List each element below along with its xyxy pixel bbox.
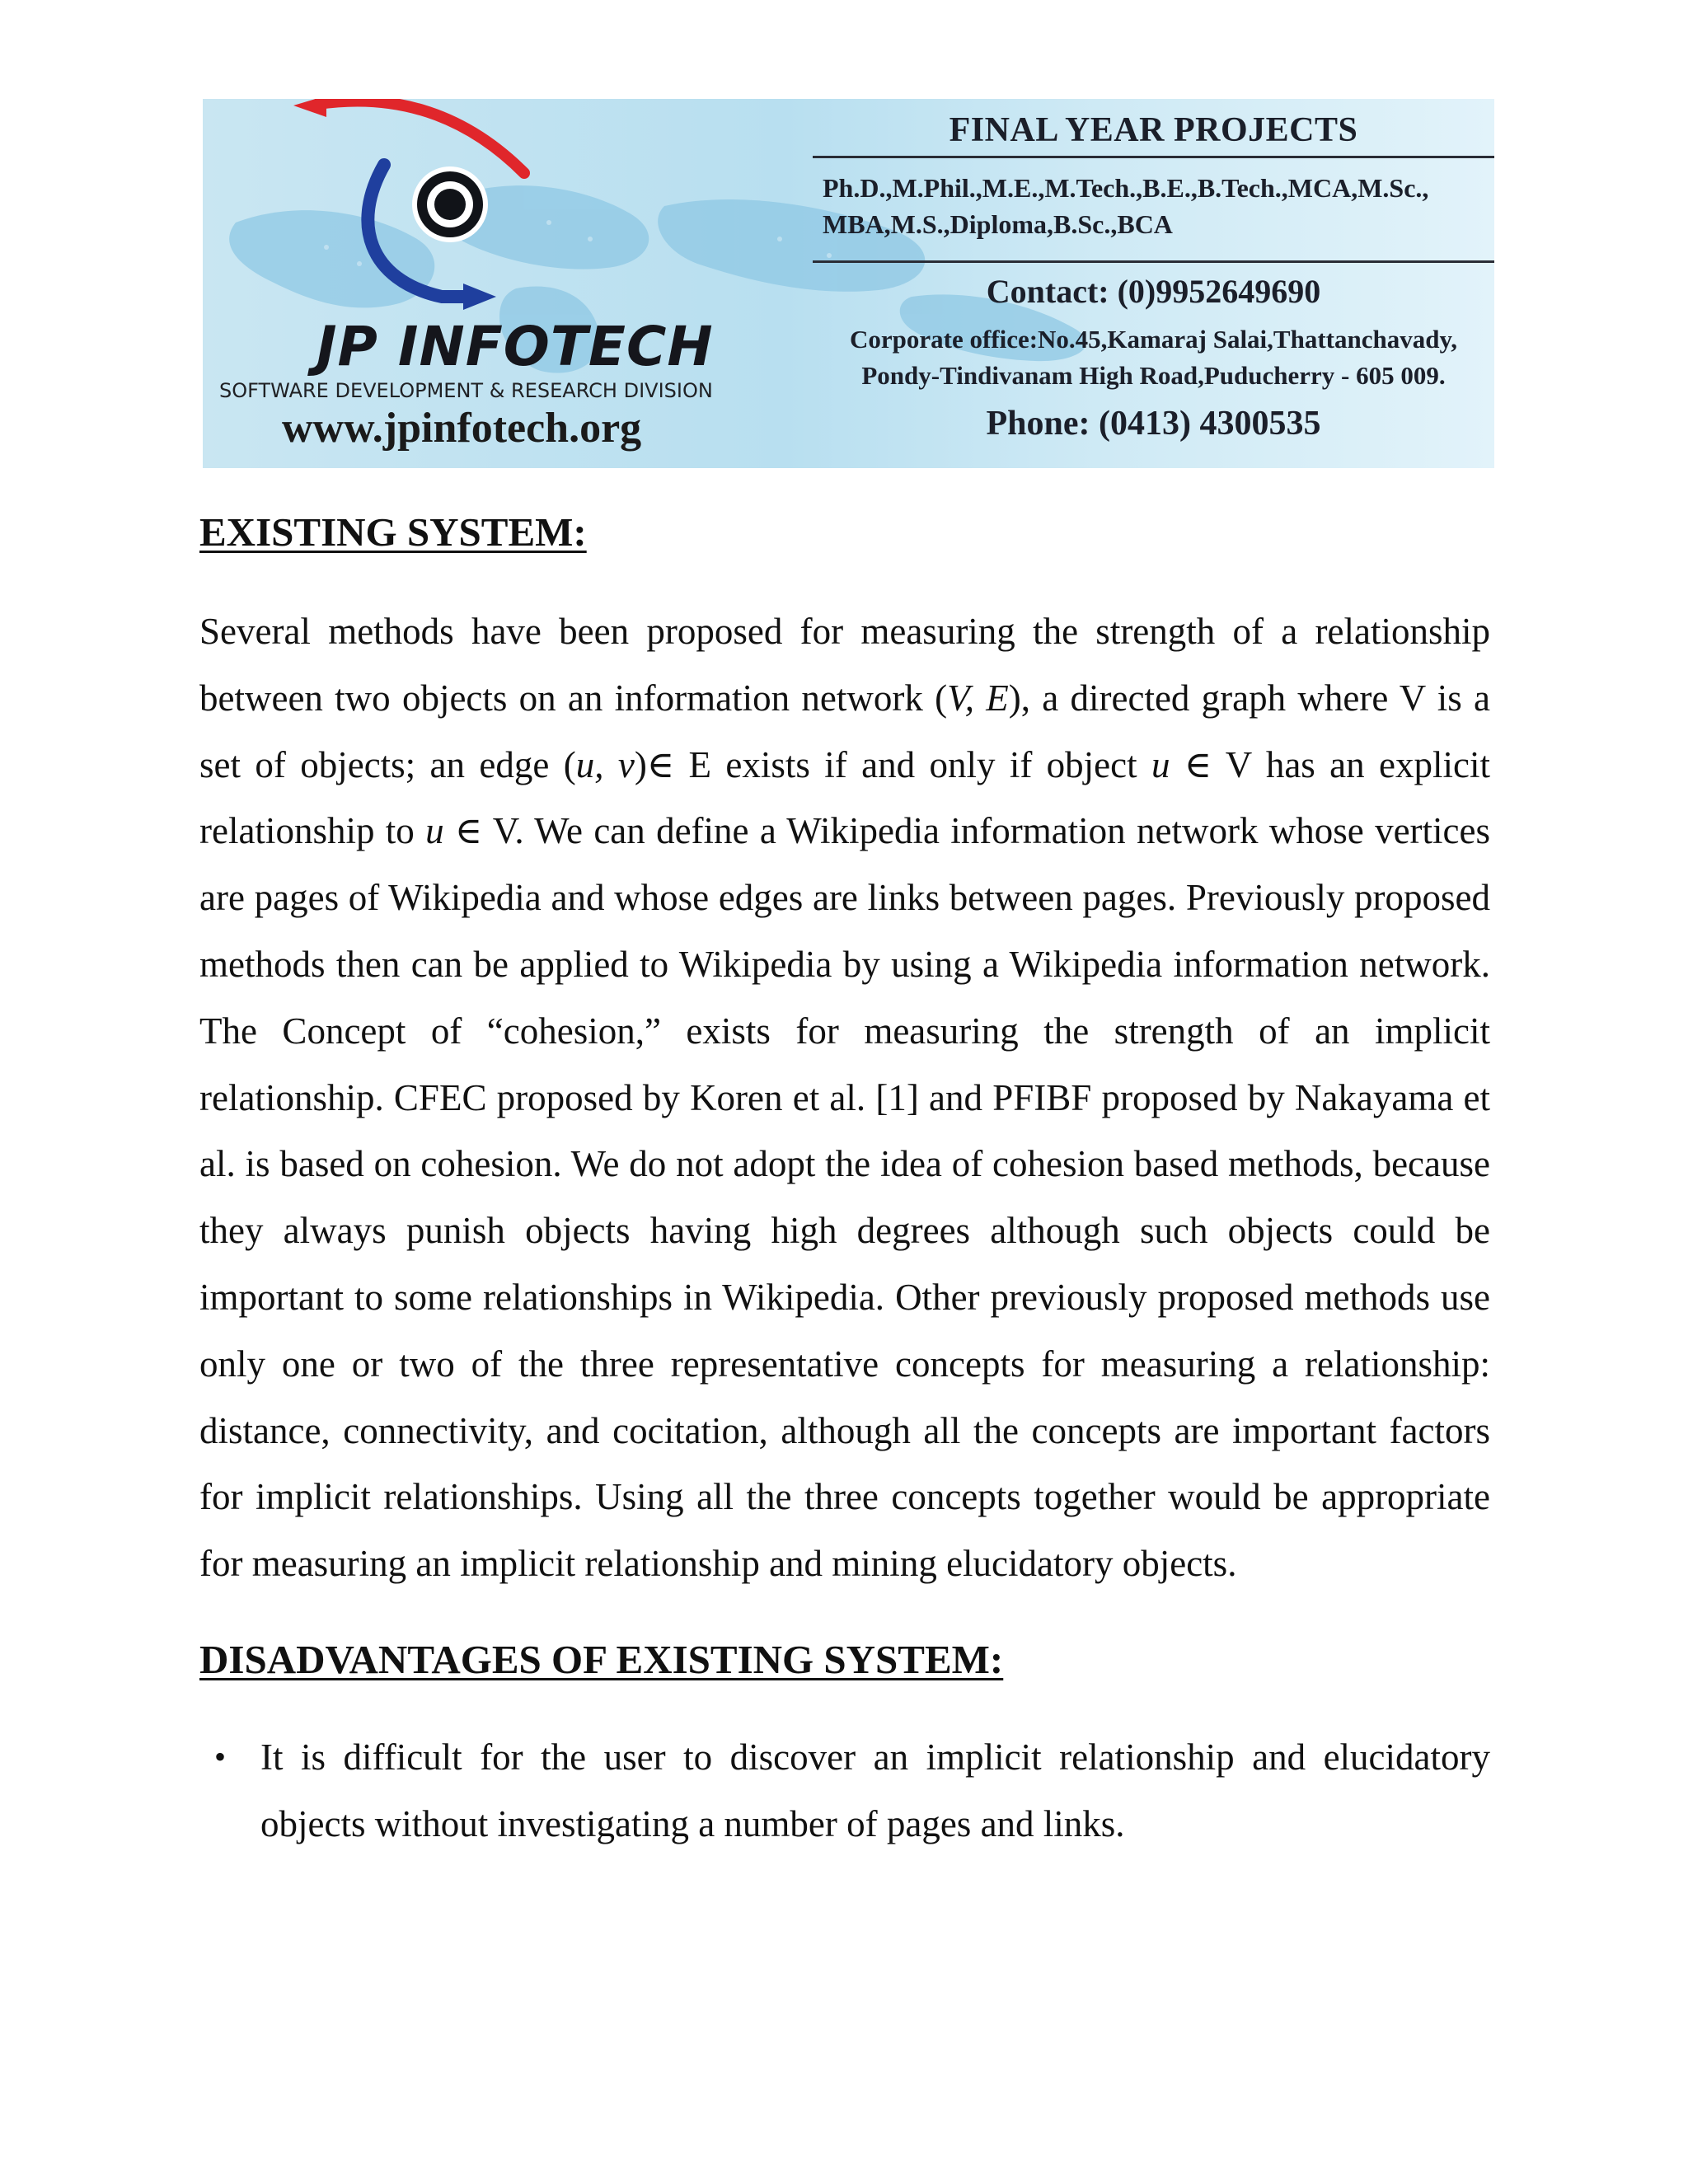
paragraph-text: ), a directed graph where V is a set of objects; an edge ( — [199, 677, 1490, 785]
math-symbol: u — [1151, 743, 1170, 785]
disadvantages-heading: DISADVANTAGES OF EXISTING SYSTEM: — [199, 1636, 1004, 1682]
brand-name: JP INFOTECH — [316, 315, 714, 378]
list-item-text: It is difficult for the user to discover an implicit relationship and elucidatory objects without investigating a number of pages and links. — [260, 1736, 1490, 1844]
brand-tagline: SOFTWARE DEVELOPMENT & RESEARCH DIVISION — [219, 379, 713, 402]
address-line: Corporate office:No.45,Kamaraj Salai,Thattanchavady, — [849, 325, 1458, 354]
divider — [813, 260, 1494, 263]
website-link[interactable]: www.jpinfotech.org — [282, 405, 642, 452]
final-year-projects-title: FINAL YEAR PROJECTS — [949, 111, 1358, 149]
math-symbol: u, v — [575, 743, 635, 785]
paragraph-text: Several methods have been proposed for measuring the strength of a relationship between two objects on an information network ( — [199, 611, 1490, 719]
courses-line: Ph.D.,M.Phil.,M.E.,M.Tech.,B.E.,B.Tech.,MCA,M.Sc., — [823, 173, 1429, 203]
disadvantages-list — [199, 1724, 1490, 1858]
banner-info-panel — [813, 99, 1494, 468]
document-body — [199, 504, 1490, 1858]
paragraph-text: ∈ V has an explicit relationship to — [199, 743, 1490, 852]
contact-number: Contact: (0)9952649690 — [986, 273, 1321, 310]
courses-list — [823, 170, 1428, 242]
paragraph-text: )∈ E exists if and only if object — [634, 743, 1152, 785]
existing-system-paragraph — [199, 598, 1490, 1597]
courses-line: MBA,M.S.,Diploma,B.Sc.,BCA — [823, 209, 1173, 239]
phone-number: Phone: (0413) 4300535 — [986, 405, 1321, 443]
paragraph-text: ∈ V. We can define a Wikipedia information network whose vertices are pages of Wikipedia and whose edges are links between pages. Previously proposed methods then can be applied to Wikipedia by using a Wikipedia information network. The Concept of “cohesion,” exists for measuring the strength of an implicit relationship. CFEC proposed by Koren et al. [1] and PFIBF proposed by Nakayama et al. is based on cohesion. We do not adopt the idea of cohesion based methods, because they always punish objects having high degrees although such objects could be important to some relationships in Wikipedia. Other previously proposed methods use only one or two of the three representative concepts for measuring a relationship: distance, connectivity, and cocitation, although all the concepts are important factors for implicit relationships. Using all the three concepts together would be appropriate for measuring an implicit relationship and mining elucidatory objects. — [199, 810, 1490, 1585]
address-line: Pondy-Tindivanam High Road,Puducherry - 605 009. — [861, 361, 1446, 390]
corporate-address — [813, 321, 1494, 394]
bullet-icon: • — [214, 1737, 227, 1775]
list-item — [199, 1724, 1490, 1858]
header-banner — [203, 99, 1494, 468]
existing-system-heading: EXISTING SYSTEM: — [199, 509, 587, 555]
math-symbol: V, E — [947, 677, 1009, 719]
divider — [813, 156, 1494, 158]
math-symbol: u — [425, 810, 444, 852]
